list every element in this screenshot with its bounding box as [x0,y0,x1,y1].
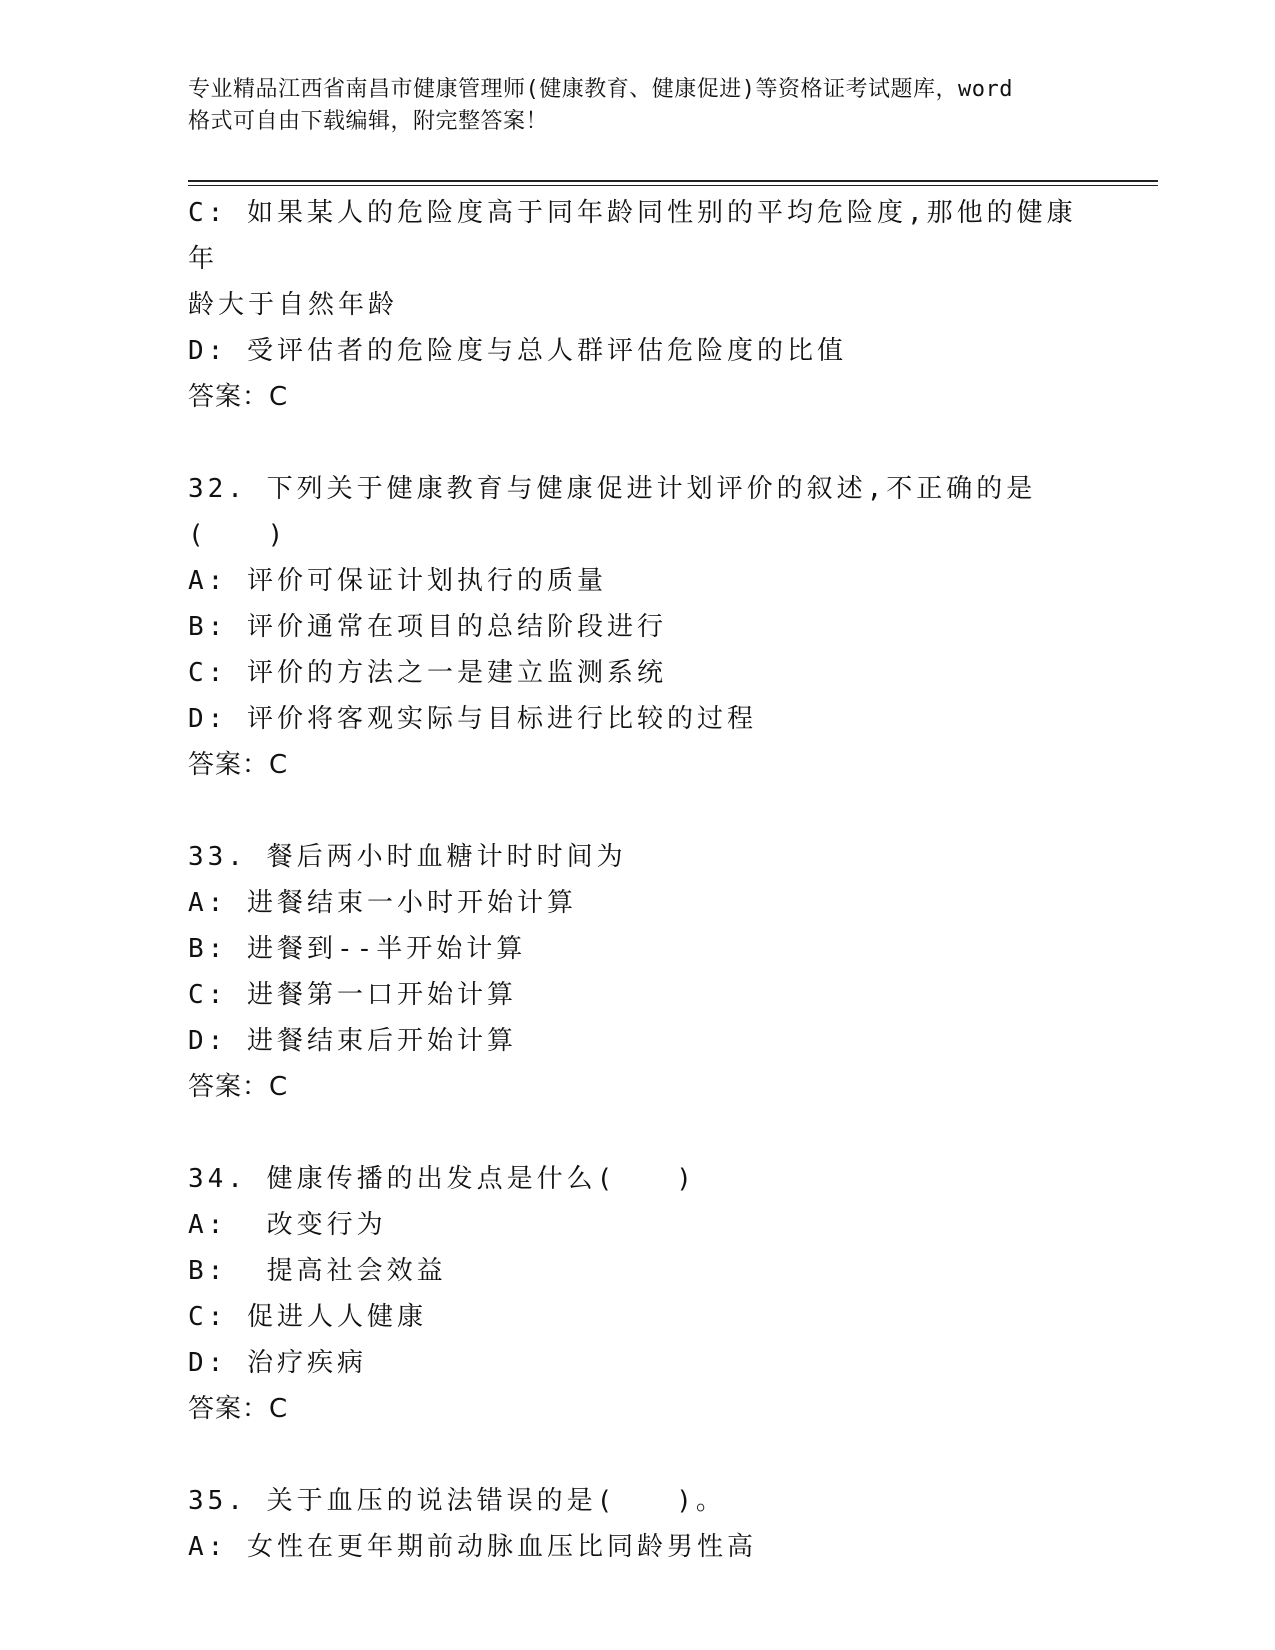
option-b: B: 进餐到--半开始计算 [188,934,527,964]
answer-line: 答案：C [188,1072,289,1102]
question-stem: 33. 餐后两小时血糖计时时间为 [188,842,627,872]
answer-line: 答案：C [188,382,289,412]
question-spacer [188,1432,1088,1478]
question-stem: 35. 关于血压的说法错误的是( )。 [188,1486,726,1516]
option-d: D: 治疗疾病 [188,1348,367,1378]
question-33 [188,834,1088,1110]
answer-line: 答案：C [188,750,289,780]
option-b: B: 提高社会效益 [188,1256,447,1286]
option-c-line-2: 龄大于自然年龄 [188,290,399,320]
carry-over-question [188,190,1088,420]
question-spacer [188,788,1088,834]
option-d: D: 进餐结束后开始计算 [188,1026,517,1056]
question-stem: 34. 健康传播的出发点是什么( ) [188,1164,696,1194]
question-35 [188,1478,1088,1570]
question-content [188,190,1088,1570]
option-c: C: 评价的方法之一是建立监测系统 [188,658,667,688]
document-header [188,74,1098,138]
header-divider-thin [188,185,1158,186]
option-a: A: 改变行为 [188,1210,387,1240]
option-c-line-1: C: 如果某人的危险度高于同年龄同性别的平均危险度,那他的健康年 [188,198,1077,274]
header-divider-thick [188,180,1158,182]
question-stem: 32. 下列关于健康教育与健康促进计划评价的叙述,不正确的是( ) [188,474,1037,550]
answer-line: 答案：C [188,1394,289,1424]
header-line-1: 专业精品江西省南昌市健康管理师(健康教育、健康促进)等资格证考试题库，word [188,77,1013,102]
option-b: B: 评价通常在项目的总结阶段进行 [188,612,667,642]
question-32 [188,466,1088,788]
option-d: D: 受评估者的危险度与总人群评估危险度的比值 [188,336,847,366]
option-d: D: 评价将客观实际与目标进行比较的过程 [188,704,757,734]
question-34 [188,1156,1088,1432]
option-a: A: 评价可保证计划执行的质量 [188,566,607,596]
option-c: C: 促进人人健康 [188,1302,427,1332]
option-c: C: 进餐第一口开始计算 [188,980,517,1010]
option-a: A: 女性在更年期前动脉血压比同龄男性高 [188,1532,757,1562]
question-spacer [188,420,1088,466]
header-line-2: 格式可自由下载编辑，附完整答案！ [188,109,549,134]
question-spacer [188,1110,1088,1156]
option-a: A: 进餐结束一小时开始计算 [188,888,577,918]
